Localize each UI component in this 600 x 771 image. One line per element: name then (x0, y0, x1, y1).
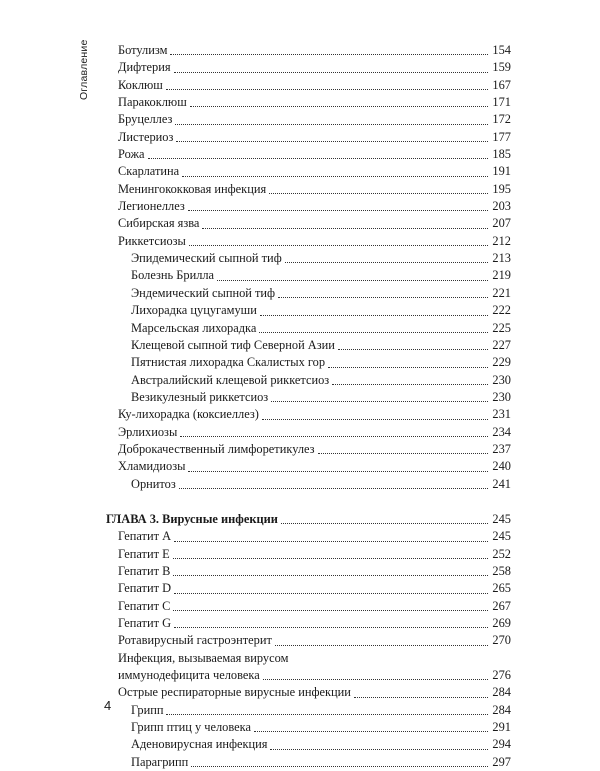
toc-entry[interactable] (106, 94, 511, 111)
toc-entry[interactable] (106, 337, 511, 354)
entry-title: Гепатит G (118, 616, 172, 630)
dot-leader (260, 315, 489, 316)
entry-title: Болезнь Брилла (131, 268, 215, 283)
entry-page: 154 (492, 43, 511, 57)
table-of-contents (106, 42, 511, 771)
chapter-3-heading[interactable] (106, 511, 511, 528)
entry-title: Гепатит D (118, 581, 172, 596)
entry-page: 291 (492, 720, 511, 735)
toc-entry[interactable] (106, 736, 511, 753)
dot-leader (281, 523, 489, 524)
entry-title: Ротавирусный гастроэнтерит (118, 633, 272, 648)
entry-page: 284 (492, 685, 511, 700)
entry-page: 177 (492, 129, 511, 144)
toc-section-bacterial (106, 42, 511, 493)
toc-entry[interactable] (106, 389, 511, 406)
toc-entry[interactable] (106, 250, 511, 267)
dot-leader (271, 401, 488, 402)
entry-title: Аденовирусная инфекция (131, 737, 268, 752)
dot-leader (175, 124, 488, 125)
toc-entry[interactable] (106, 754, 511, 771)
entry-title: Парагрипп (131, 754, 189, 769)
entry-page: 241 (492, 476, 511, 491)
entry-page: 258 (492, 563, 511, 578)
entry-page: 213 (492, 251, 511, 266)
toc-entry[interactable] (106, 42, 511, 59)
entry-page: 203 (492, 199, 511, 214)
dot-leader (190, 106, 489, 107)
toc-entry[interactable] (106, 424, 511, 441)
dot-leader (332, 384, 488, 385)
entry-page: 159 (492, 60, 511, 75)
entry-title-line-2: иммунодефицита человека (118, 668, 260, 683)
entry-title: Ботулизм (118, 43, 168, 57)
dot-leader (173, 558, 489, 559)
dot-leader (338, 349, 488, 350)
toc-entry[interactable] (106, 215, 511, 232)
toc-entry[interactable] (106, 580, 511, 597)
chapter-title: ГЛАВА 3. Вирусные инфекции (106, 511, 278, 526)
toc-section-respiratory (106, 684, 511, 771)
toc-entry[interactable] (106, 615, 511, 632)
entry-title: Бруцеллез (118, 112, 173, 127)
entry-title: Сибирская язва (118, 216, 200, 231)
dot-leader (263, 679, 489, 680)
toc-entry[interactable] (106, 546, 511, 563)
toc-entry[interactable] (106, 702, 511, 719)
toc-entry[interactable] (106, 406, 511, 423)
entry-page: 270 (492, 633, 511, 648)
page-number: 4 (104, 698, 112, 713)
toc-entry-hiv[interactable] (106, 650, 511, 685)
entry-title: Эндемический сыпной тиф (131, 285, 276, 300)
entry-title: Паракоклюш (118, 95, 187, 110)
toc-entry[interactable] (106, 372, 511, 389)
entry-page: 167 (492, 77, 511, 92)
entry-page: 237 (492, 441, 511, 456)
entry-title: Лихорадка цуцугамуши (131, 303, 257, 318)
toc-entry[interactable] (106, 441, 511, 458)
dot-leader (173, 575, 488, 576)
dot-leader (275, 645, 489, 646)
toc-entry[interactable] (106, 598, 511, 615)
dot-leader (180, 436, 488, 437)
entry-title: Коклюш (118, 77, 163, 92)
dot-leader (191, 766, 488, 767)
entry-page: 191 (492, 164, 511, 179)
entry-page: 227 (492, 337, 511, 352)
toc-entry[interactable] (106, 77, 511, 94)
entry-page: 240 (492, 459, 511, 474)
running-header-text: Оглавление (78, 39, 90, 100)
entry-title: Рожа (118, 147, 145, 162)
entry-title-line-1: Инфекция, вызываемая вирусом (118, 650, 289, 665)
dot-leader (217, 280, 488, 281)
toc-entry[interactable] (106, 632, 511, 649)
entry-title: Орнитоз (131, 476, 176, 491)
entry-page: 234 (492, 424, 511, 439)
dot-leader (202, 228, 488, 229)
toc-entry[interactable] (106, 476, 511, 493)
dot-leader (188, 471, 488, 472)
entry-page: 297 (492, 754, 511, 769)
dot-leader (354, 697, 488, 698)
entry-page: 229 (492, 355, 511, 370)
entry-title: Хламидиозы (118, 459, 186, 474)
entry-title: Скарлатина (118, 164, 180, 179)
entry-title: Листериоз (118, 129, 174, 144)
dot-leader (174, 627, 488, 628)
entry-page: 185 (492, 147, 511, 162)
dot-leader (189, 245, 489, 246)
dot-leader (166, 714, 488, 715)
entry-title: Марсельская лихорадка (131, 320, 257, 335)
toc-entry[interactable] (106, 146, 511, 163)
entry-title: Везикулезный риккетсиоз (131, 389, 269, 404)
dot-leader (166, 89, 489, 90)
entry-title: Эрлихиозы (118, 424, 178, 439)
entry-page: 230 (492, 389, 511, 404)
toc-entry[interactable] (106, 302, 511, 319)
dot-leader (269, 193, 488, 194)
dot-leader (170, 54, 488, 55)
dot-leader (174, 541, 488, 542)
entry-page: 230 (492, 372, 511, 387)
entry-page: 284 (492, 702, 511, 717)
entry-title: Риккетсиозы (118, 233, 186, 248)
entry-page: 219 (492, 268, 511, 283)
dot-leader (262, 419, 489, 420)
toc-entry[interactable] (106, 267, 511, 284)
toc-entry[interactable] (106, 684, 511, 701)
toc-entry[interactable] (106, 320, 511, 337)
dot-leader (188, 210, 489, 211)
entry-title: Дифтерия (118, 60, 171, 75)
entry-page: 269 (492, 616, 511, 630)
entry-page: 265 (492, 581, 511, 596)
toc-entry[interactable] (106, 458, 511, 475)
entry-page: 252 (492, 546, 511, 561)
entry-page: 195 (492, 181, 511, 196)
entry-title: Доброкачественный лимфоретикулез (118, 441, 315, 456)
toc-entry[interactable] (106, 111, 511, 128)
entry-title: Грипп (131, 702, 164, 717)
entry-title: Пятнистая лихорадка Скалистых гор (131, 355, 326, 370)
running-header (78, 38, 92, 108)
entry-title: Австралийский клещевой риккетсиоз (131, 372, 330, 387)
dot-leader (318, 453, 489, 454)
entry-title: Ку-лихорадка (коксиеллез) (118, 407, 259, 422)
dot-leader (174, 593, 488, 594)
entry-title: Гепатит A (118, 529, 172, 544)
entry-title: Клещевой сыпной тиф Северной Азии (131, 337, 335, 352)
dot-leader (254, 731, 488, 732)
entry-title: Легионеллез (118, 199, 185, 214)
toc-entry[interactable] (106, 163, 511, 180)
entry-title: Гепатит C (118, 598, 171, 613)
toc-entry[interactable] (106, 528, 511, 545)
dot-leader (285, 262, 489, 263)
dot-leader (174, 72, 489, 73)
entry-title: Острые респираторные вирусные инфекции (118, 685, 351, 700)
entry-title: Гепатит B (118, 563, 171, 578)
entry-page: 222 (492, 303, 511, 318)
toc-entry[interactable] (106, 563, 511, 580)
toc-entry[interactable] (106, 354, 511, 371)
chapter-page: 245 (492, 511, 511, 526)
toc-section-viral (106, 528, 511, 649)
toc-entry[interactable] (106, 181, 511, 198)
dot-leader (278, 297, 488, 298)
toc-entry[interactable] (106, 59, 511, 76)
entry-page: 294 (492, 737, 511, 752)
entry-page: 212 (492, 233, 511, 248)
entry-page: 207 (492, 216, 511, 231)
entry-page: 267 (492, 598, 511, 613)
dot-leader (179, 488, 489, 489)
entry-page: 231 (492, 407, 511, 422)
entry-title: Эпидемический сыпной тиф (131, 251, 282, 266)
toc-entry[interactable] (106, 198, 511, 215)
dot-leader (176, 141, 488, 142)
entry-page: 225 (492, 320, 511, 335)
entry-page: 172 (492, 112, 511, 127)
dot-leader (259, 332, 488, 333)
toc-entry[interactable] (106, 719, 511, 736)
dot-leader (328, 367, 488, 368)
toc-entry[interactable] (106, 233, 511, 250)
entry-page: 171 (492, 95, 511, 110)
entry-page: 276 (492, 668, 511, 683)
toc-entry[interactable] (106, 129, 511, 146)
entry-page: 245 (492, 529, 511, 544)
entry-title: Менингококковая инфекция (118, 181, 267, 196)
dot-leader (148, 158, 489, 159)
entry-page: 221 (492, 285, 511, 300)
dot-leader (173, 610, 488, 611)
entry-title: Грипп птиц у человека (131, 720, 251, 735)
toc-entry[interactable] (106, 285, 511, 302)
entry-title: Гепатит E (118, 546, 170, 561)
dot-leader (182, 176, 488, 177)
